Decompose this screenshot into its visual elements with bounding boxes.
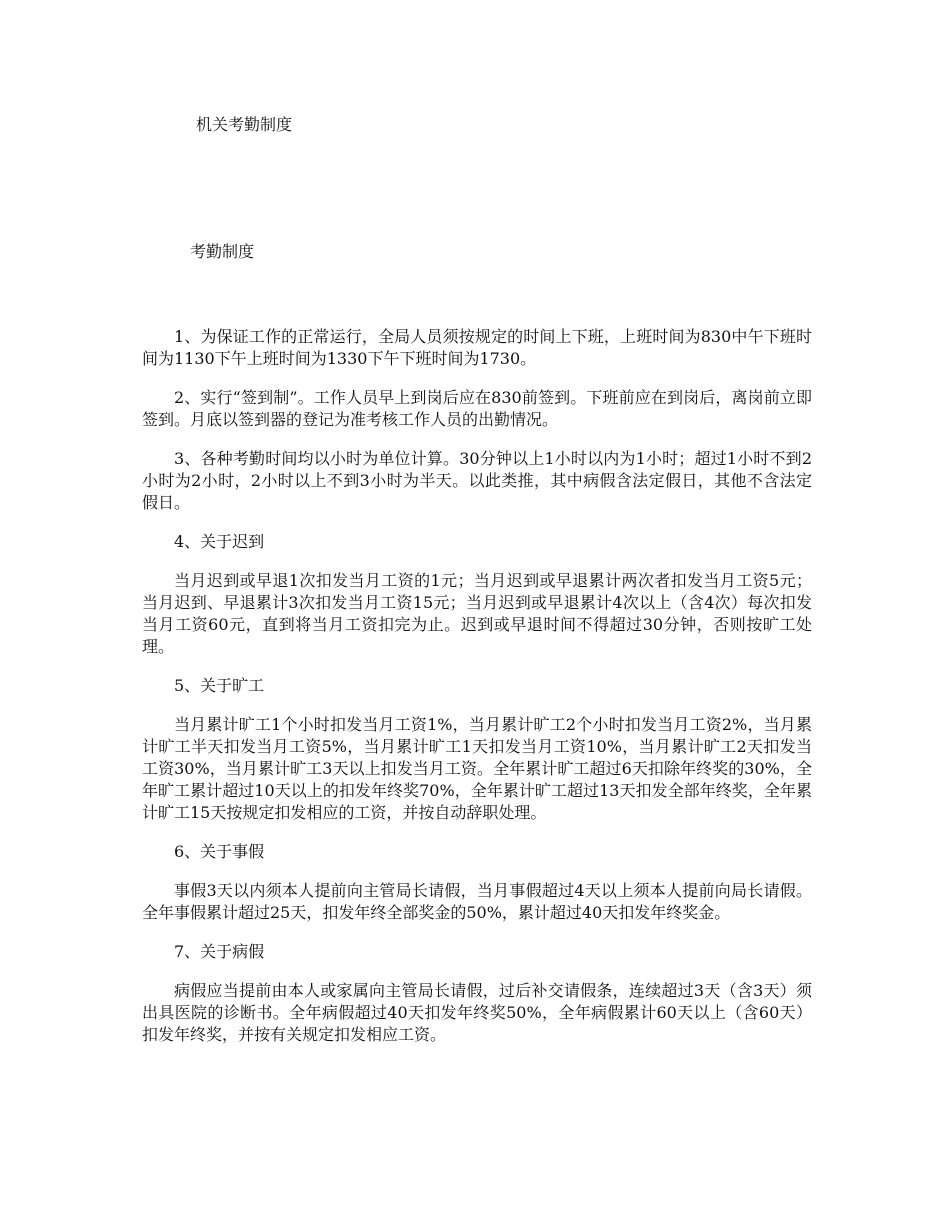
section-heading-absenteeism: 5、关于旷工 xyxy=(174,676,265,695)
document-title: 机关考勤制度 xyxy=(196,115,293,134)
paragraph-sick-leave: 病假应当提前由本人或家属向主管局长请假，过后补交请假条，连续超过3天（含3天）须出具医院的诊断书。全年病假超过40天扣发年终奖50%，全年病假累计60天以上（含60天）扣发年终奖，并按有关规定扣发相应工资。 xyxy=(142,981,812,1044)
paragraph-absenteeism: 当月累计旷工1个小时扣发当月工资1%，当月累计旷工2个小时扣发当月工资2%，当月累计旷工半天扣发当月工资5%，当月累计旷工1天扣发当月工资10%，当月累计旷工2天扣发当工资30%，当月累计旷工3天以上扣发当月工资。全年累计旷工超过6天扣除年终奖的30%，全年旷工累计超过10天以上的扣发年终奖70%，全年累计旷工超过13天扣发全部年终奖，全年累计旷工15天按规定扣发相应的工资，并按自动辞职处理。 xyxy=(142,715,812,822)
section-heading-personal-leave: 6、关于事假 xyxy=(174,842,265,861)
section-heading-lateness: 4、关于迟到 xyxy=(174,532,265,551)
paragraph-lateness: 当月迟到或早退1次扣发当月工资的1元；当月迟到或早退累计两次者扣发当月工资5元；当月迟到、早退累计3次扣发当月工资15元；当月迟到或早退累计4次以上（含4次）每次扣发当月工资60元，直到将当月工资扣完为止。迟到或早退时间不得超过30分钟，否则按旷工处理。 xyxy=(142,571,812,656)
paragraph-rule-3: 3、各种考勤时间均以小时为单位计算。30分钟以上1小时以内为1小时；超过1小时不到2小时为2小时，2小时以上不到3小时为半天。以此类推，其中病假含法定假日，其他不含法定假日。 xyxy=(142,449,812,512)
document-subtitle: 考勤制度 xyxy=(190,242,255,261)
paragraph-rule-2: 2、实行“签到制”。工作人员早上到岗后应在830前签到。下班前应在到岗后，离岗前立即签到。月底以签到器的登记为准考核工作人员的出勤情况。 xyxy=(142,388,812,429)
paragraph-rule-1: 1、为保证工作的正常运行，全局人员须按规定的时间上下班，上班时间为830中午下班时间为1130下午上班时间为1330下午下班时间为1730。 xyxy=(142,327,812,368)
document-body xyxy=(142,326,812,1063)
paragraph-personal-leave: 事假3天以内须本人提前向主管局长请假，当月事假超过4天以上须本人提前向局长请假。全年事假累计超过25天，扣发年终全部奖金的50%，累计超过40天扣发年终奖金。 xyxy=(142,881,812,922)
section-heading-sick-leave: 7、关于病假 xyxy=(174,942,265,961)
